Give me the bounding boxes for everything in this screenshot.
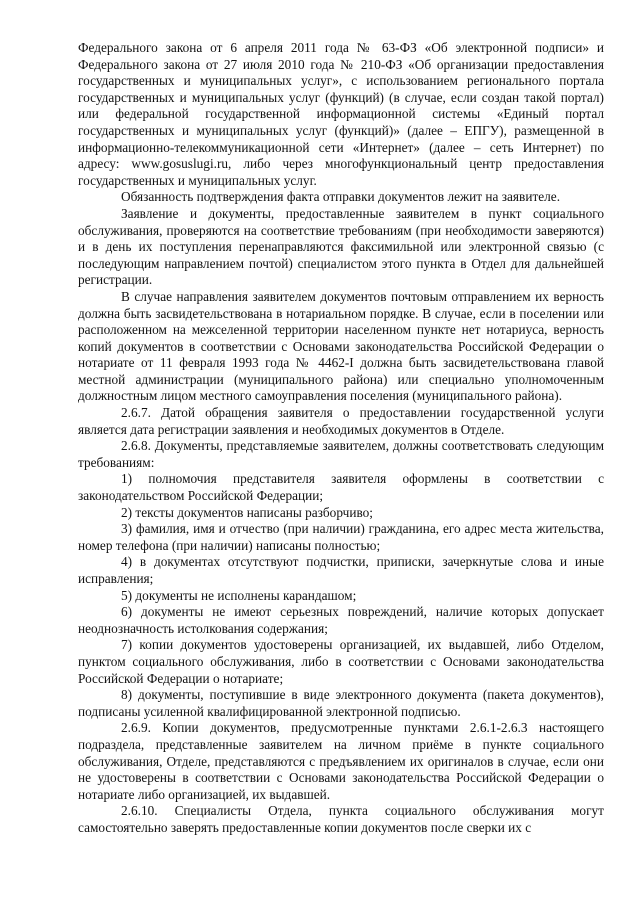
paragraph-2-6-8: 2.6.8. Документы, представляемые заявителем, должны соответствовать следующим требованиям: — [78, 438, 604, 470]
document-page — [78, 40, 604, 837]
paragraph-2-6-7: 2.6.7. Датой обращения заявителя о предоставлении государственной услуги является дата регистрации заявления и необходимых документов в Отделе. — [78, 405, 604, 437]
requirement-item-5: 5) документы не исполнены карандашом; — [121, 587, 357, 603]
requirement-item-8: 8) документы, поступившие в виде электронного документа (пакета документов), подписаны усиленной квалифицированной электронной подписью. — [78, 687, 604, 719]
paragraph-law-reference: Федерального закона от 6 апреля 2011 года № 63-ФЗ «Об электронной подписи» и Федерального закона от 27 июля 2010 года № 210-ФЗ «Об организации предоставления государственных и муниципальных услуг», с использованием регионального портала государственных и муниципальных услуг (функций) (в случае, если создан такой портал) или федеральной государственной информационной системы «Единый портал государственных и муниципальных услуг (функций)» (далее – ЕПГУ), размещенной в информационно-телекоммуникационной сети «Интернет» (далее – сеть Интернет) по адресу: www.gosuslugi.ru, либо через многофункциональный центр предоставления государственных и муниципальных услуг. — [78, 40, 604, 188]
paragraph-2-6-9: 2.6.9. Копии документов, предусмотренные пунктами 2.6.1-2.6.3 настоящего подраздела, представленные заявителем на личном приёме в пункте социального обслуживания, Отделе, представляются с предъявлением их оригиналов в случае, если они не удостоверены в соответствии с Основами законодательства Российской Федерации о нотариате либо организацией, их выдавшей. — [78, 720, 604, 802]
requirement-item-1: 1) полномочия представителя заявителя оформлены в соответствии с законодательством Российской Федерации; — [78, 471, 604, 504]
paragraph-service-point-check: Заявление и документы, предоставленные заявителем в пункт социального обслуживания, проверяются на соответствие требованиям (при необходимости заверяются) и в день их поступления перенаправляются факсимильной или электронной связью (с последующим направлением почтой) специалистом этого пункта в Отдел для дальнейшей регистрации. — [78, 205, 604, 288]
requirement-item-4: 4) в документах отсутствуют подчистки, приписки, зачеркнутые слова и иные исправления; — [78, 554, 604, 586]
paragraph-2-6-10: 2.6.10. Специалисты Отдела, пункта социального обслуживания могут самостоятельно заверять предоставленные копии документов после сверки их с — [78, 803, 604, 835]
requirement-item-2: 2) тексты документов написаны разборчиво; — [121, 504, 373, 520]
paragraph-postal-notarization: В случае направления заявителем документов почтовым отправлением их верность должна быть засвидетельствована в нотариальном порядке. В случае, если в поселении или расположенном на межселенной территории населенном пункте нет нотариуса, верность копий документов в соответствии с Основами законодательства Российской Федерации о нотариате от 11 февраля 1993 года № 4462-I должна быть засвидетельствована главой местной администрации (муниципального района) или специально уполномоченным должностным лицом местного самоуправления поселения (муниципального района). — [78, 288, 604, 404]
requirement-item-7: 7) копии документов удостоверены организацией, их выдавшей, либо Отделом, пунктом социального обслуживания, либо в соответствии с Основами законодательства Российской Федерации о нотариате; — [78, 637, 604, 686]
requirement-item-6: 6) документы не имеют серьезных повреждений, наличие которых допускает неоднозначность истолкования содержания; — [78, 604, 604, 636]
requirement-item-3: 3) фамилия, имя и отчество (при наличии) гражданина, его адрес места жительства, номер телефона (при наличии) написаны полностью; — [78, 521, 604, 553]
paragraph-sending-confirmation: Обязанность подтверждения факта отправки документов лежит на заявителе. — [121, 189, 561, 205]
